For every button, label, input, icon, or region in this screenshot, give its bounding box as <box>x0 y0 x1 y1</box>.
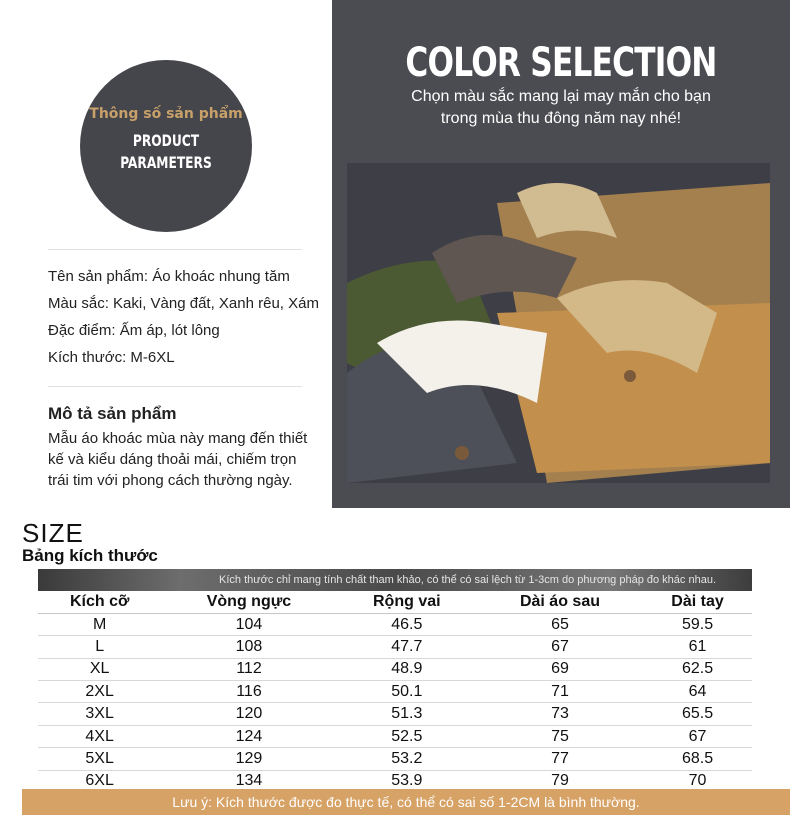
badge-vn-label: Thông số sản phẩm <box>89 106 243 122</box>
table-row: 5XL 129 53.2 77 68.5 <box>38 748 752 770</box>
jackets-photo <box>347 163 770 483</box>
header-sleeve: Dài tay <box>643 591 752 613</box>
table-row: XL 112 48.9 69 62.5 <box>38 658 752 680</box>
header-size: Kích cỡ <box>38 591 161 613</box>
header-chest: Vòng ngực <box>161 591 336 613</box>
spec-name: Tên sản phẩm: Áo khoác nhung tăm <box>48 268 290 285</box>
description-title: Mô tả sản phẩm <box>48 404 177 423</box>
spec-colors: Màu sắc: Kaki, Vàng đất, Xanh rêu, Xám <box>48 295 319 312</box>
size-note-bar: Kích thước chỉ mang tính chất tham khảo, có thể có sai lệch từ 1-3cm do phương pháp đo khác nhau. <box>38 569 752 591</box>
size-table <box>38 591 752 793</box>
table-row: M 104 46.5 65 59.5 <box>38 613 752 635</box>
size-title: SIZE <box>22 518 84 548</box>
badge-en-line2: PARAMETERS <box>120 153 212 172</box>
table-row: 6XL 134 53.9 79 70 <box>38 770 752 792</box>
description-text: Mẫu áo khoác mùa này mang đến thiết kế và kiểu dáng thoải mái, chiếm trọn trái tim với phong cách thường ngày. <box>48 430 308 489</box>
badge-en-line1: PRODUCT <box>132 131 200 150</box>
size-table-wrapper <box>38 569 752 793</box>
table-row: L 108 47.7 67 61 <box>38 636 752 658</box>
divider <box>48 386 302 387</box>
size-subtitle: Bảng kích thước <box>22 546 158 565</box>
divider <box>48 249 302 250</box>
spec-features: Đặc điểm: Ấm áp, lót lông <box>48 322 220 339</box>
table-row: 2XL 116 50.1 71 64 <box>38 681 752 703</box>
header-shoulder: Rộng vai <box>337 591 477 613</box>
table-row: 4XL 124 52.5 75 67 <box>38 725 752 747</box>
spec-sizes: Kích thước: M-6XL <box>48 349 175 366</box>
color-selection-title: COLOR SELECTION <box>405 40 717 86</box>
color-selection-subtitle: Chọn màu sắc mang lại may mắn cho bạn trong mùa thu đông năm nay nhé! <box>411 88 711 127</box>
table-row: 3XL 120 51.3 73 65.5 <box>38 703 752 725</box>
product-parameters-badge <box>80 60 252 232</box>
header-back-length: Dài áo sau <box>477 591 643 613</box>
jackets-illustration <box>347 163 770 483</box>
measurement-footer-note: Lưu ý: Kích thước được đo thực tế, có thể có sai số 1-2CM là bình thường. <box>22 789 790 815</box>
table-header-row <box>38 591 752 613</box>
